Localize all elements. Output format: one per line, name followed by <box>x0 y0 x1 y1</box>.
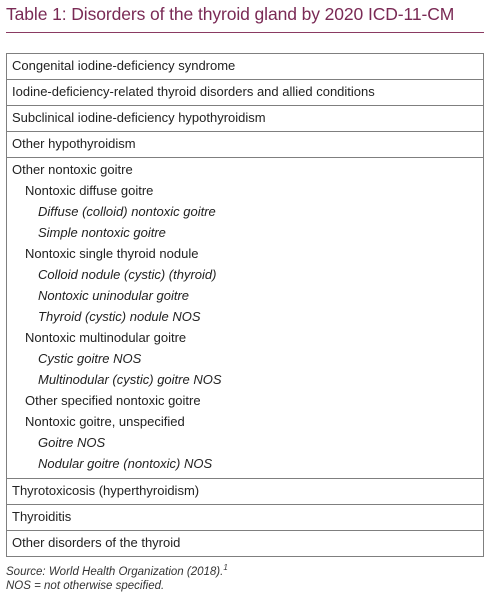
row-label: Thyrotoxicosis (hyperthyroidism) <box>12 483 200 498</box>
inclusion-term: Diffuse (colloid) nontoxic goitre <box>38 204 216 219</box>
table-row <box>7 478 483 504</box>
subcategory: Nontoxic single thyroid nodule <box>25 246 199 261</box>
disorders-table <box>6 53 484 557</box>
table-row <box>7 105 483 131</box>
source-text: Source: World Health Organization (2018). <box>6 566 224 578</box>
inclusion-term: Cystic goitre NOS <box>38 351 142 366</box>
inclusion-term: Simple nontoxic goitre <box>38 225 166 240</box>
title-divider <box>6 32 484 33</box>
inclusion-term: Thyroid (cystic) nodule NOS <box>38 309 201 324</box>
inclusion-term: Nontoxic uninodular goitre <box>38 288 190 303</box>
source-footnote <box>6 563 228 578</box>
goitre-group-row <box>7 157 483 478</box>
table-title: Table 1: Disorders of the thyroid gland by 2020 ICD-11-CM <box>6 4 455 24</box>
abbreviation-footnote: NOS = not otherwise specified. <box>6 580 165 592</box>
table-row <box>7 131 483 157</box>
inclusion-term: Multinodular (cystic) goitre NOS <box>38 372 222 387</box>
row-label: Other hypothyroidism <box>12 136 136 151</box>
table-row <box>7 54 483 79</box>
subcategory: Nontoxic multinodular goitre <box>25 330 187 345</box>
table-row <box>7 79 483 105</box>
row-label: Subclinical iodine-deficiency hypothyroidism <box>12 110 266 125</box>
subcategory: Nontoxic diffuse goitre <box>25 183 154 198</box>
subcategory: Other specified nontoxic goitre <box>25 393 201 408</box>
row-label: Iodine-deficiency-related thyroid disorders and allied conditions <box>12 84 375 99</box>
table-row <box>7 530 483 556</box>
inclusion-term: Colloid nodule (cystic) (thyroid) <box>38 267 217 282</box>
table-row <box>7 504 483 530</box>
source-reference: 1 <box>223 563 228 573</box>
row-label: Thyroiditis <box>12 509 72 524</box>
group-heading: Other nontoxic goitre <box>12 162 133 177</box>
row-label: Congenital iodine-deficiency syndrome <box>12 58 236 73</box>
inclusion-term: Goitre NOS <box>38 435 106 450</box>
subcategory: Nontoxic goitre, unspecified <box>25 414 185 429</box>
inclusion-term: Nodular goitre (nontoxic) NOS <box>38 456 213 471</box>
row-label: Other disorders of the thyroid <box>12 535 181 550</box>
